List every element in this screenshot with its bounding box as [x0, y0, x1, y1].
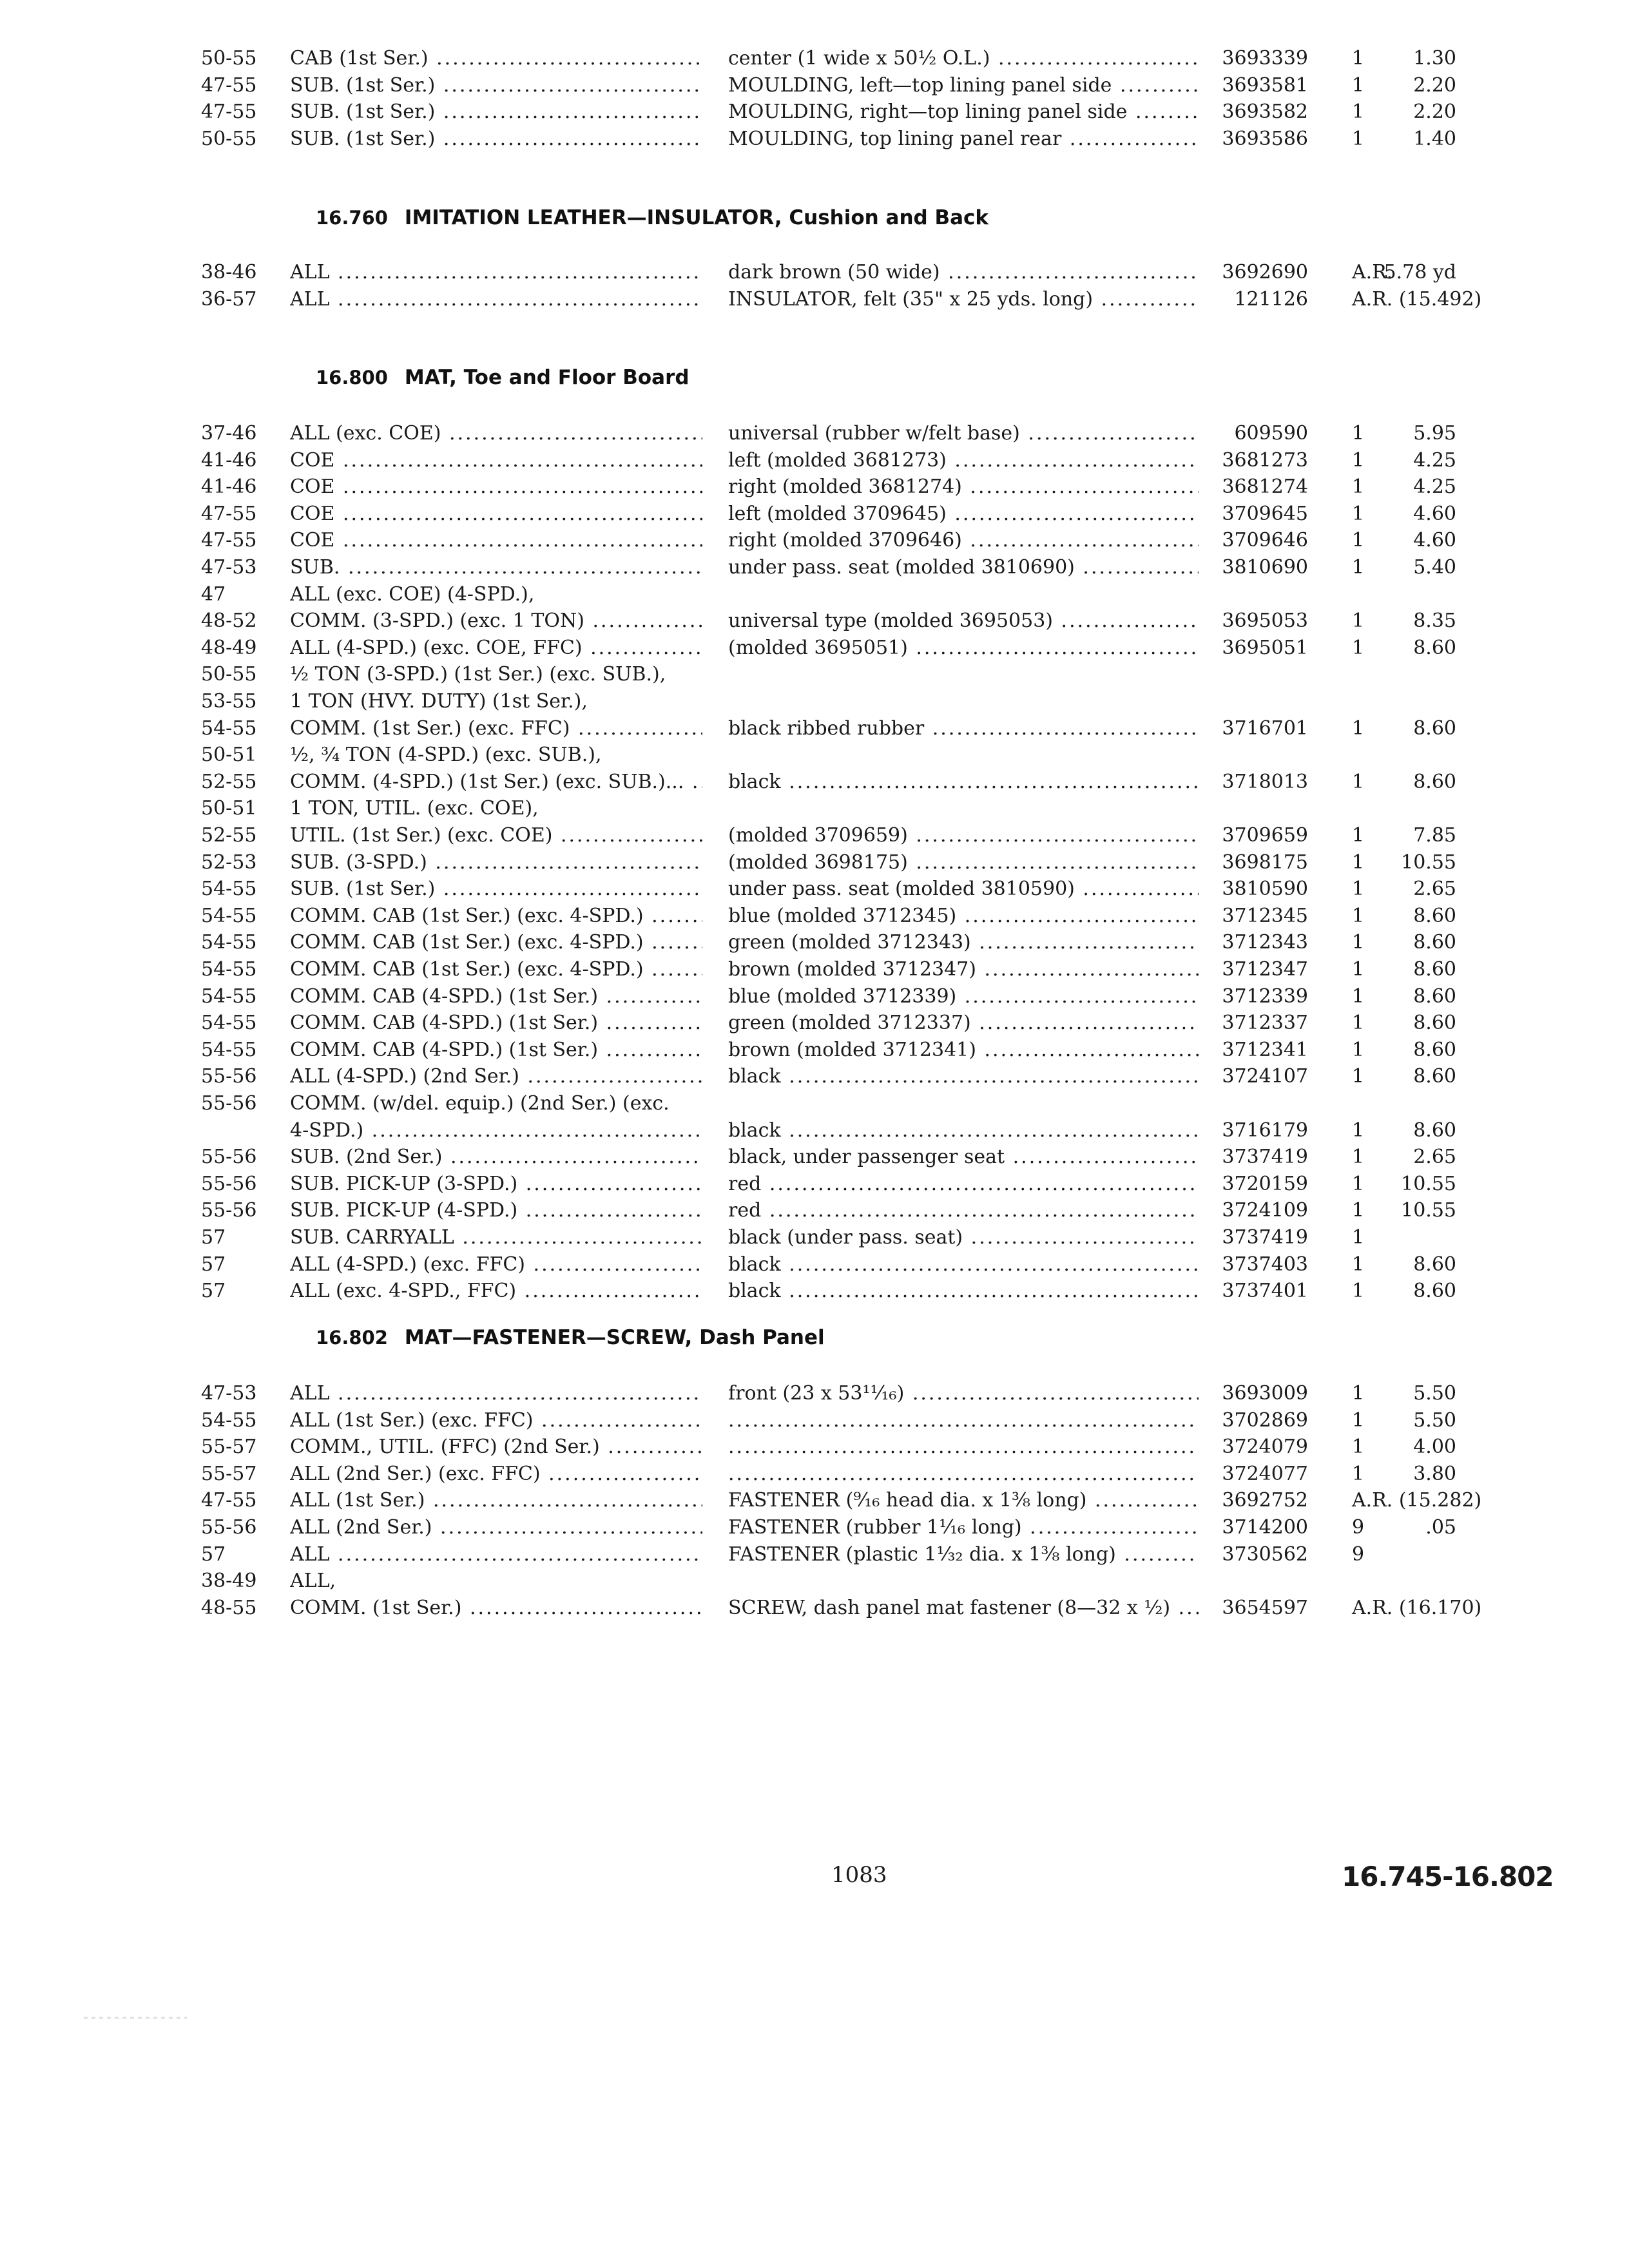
model-applicability: COE ..... [290, 501, 702, 528]
quantity: 1 [1352, 904, 1365, 927]
part-description: black ..... [728, 1278, 1199, 1305]
price: 5.50 [1413, 1408, 1456, 1432]
part-number: 121126 [1234, 287, 1308, 311]
part-number: 3712347 [1222, 958, 1308, 981]
year-range: 50-51 [201, 797, 257, 820]
part-description: FASTENER (⁹⁄₁₆ head dia. x 1⅜ long) ..... [728, 1487, 1199, 1514]
price: 8.60 [1413, 1280, 1456, 1303]
section-number: 16.800 [316, 367, 388, 389]
price: 2.65 [1413, 878, 1456, 901]
quantity: 9 [1352, 1542, 1365, 1566]
quantity: A.R. (15.492) [1352, 287, 1482, 311]
section-title: MAT—FASTENER—SCREW, Dash Panel [404, 1326, 825, 1349]
year-range: 55-57 [201, 1436, 257, 1459]
price: 8.60 [1413, 1012, 1456, 1035]
year-range: 47-55 [201, 529, 257, 552]
price: 2.20 [1413, 73, 1456, 97]
year-range: 38-49 [201, 1570, 257, 1593]
part-number: 3692752 [1222, 1489, 1308, 1512]
year-range: 47-55 [201, 73, 257, 97]
part-description: center (1 wide x 50½ O.L.) ..... [728, 45, 1199, 72]
year-range: 57 [201, 1280, 226, 1303]
price: 8.60 [1413, 1119, 1456, 1142]
model-applicability: UTIL. (1st Ser.) (exc. COE) ..... [290, 822, 702, 849]
model-applicability: COMM. CAB (4-SPD.) (1st Ser.) ..... [290, 983, 702, 1010]
part-number: 3702869 [1222, 1408, 1308, 1432]
part-description: (molded 3698175) ..... [728, 849, 1199, 876]
model-applicability: SUB. (1st Ser.) ..... [290, 126, 702, 153]
part-number: 3810590 [1222, 878, 1308, 901]
year-range: 48-49 [201, 636, 257, 659]
quantity: 1 [1352, 556, 1365, 579]
part-number: 3724079 [1222, 1436, 1308, 1459]
part-description: FASTENER (rubber 1¹⁄₁₆ long) ..... [728, 1514, 1199, 1541]
part-description: universal type (molded 3695053) ..... [728, 608, 1199, 635]
model-applicability: SUB. (1st Ser.) ..... [290, 99, 702, 126]
part-description: brown (molded 3712347) ..... [728, 956, 1199, 983]
quantity: 1 [1352, 1119, 1365, 1142]
part-description: black (under pass. seat) ..... [728, 1224, 1199, 1251]
year-range: 55-56 [201, 1065, 257, 1088]
model-applicability: ALL (exc. COE) ..... [290, 420, 702, 447]
model-applicability: COMM. CAB (1st Ser.) (exc. 4-SPD.) ..... [290, 903, 702, 930]
quantity: A.R. (15.282) [1352, 1489, 1482, 1512]
page-number: 1083 [831, 1862, 887, 1888]
price: 10.55 [1401, 850, 1456, 874]
year-range: 52-55 [201, 824, 257, 847]
quantity: 1 [1352, 958, 1365, 981]
quantity: 1 [1352, 47, 1365, 70]
year-range: 41-46 [201, 476, 257, 499]
part-number: 3709659 [1222, 824, 1308, 847]
model-applicability: SUB. PICK-UP (3-SPD.) ..... [290, 1171, 702, 1198]
part-description: left (molded 3681273) ..... [728, 447, 1199, 474]
model-applicability: ½ TON (3-SPD.) (1st Ser.) (exc. SUB.), [290, 663, 666, 686]
year-range: 54-55 [201, 904, 257, 927]
part-number: 3654597 [1222, 1596, 1308, 1619]
part-number: 3730562 [1222, 1542, 1308, 1566]
quantity: 1 [1352, 850, 1365, 874]
quantity: 1 [1352, 985, 1365, 1008]
part-description: (molded 3695051) ..... [728, 635, 1199, 662]
quantity: 1 [1352, 1012, 1365, 1035]
quantity: 1 [1352, 476, 1365, 499]
part-description: black ..... [728, 1063, 1199, 1090]
year-range: 38-46 [201, 261, 257, 284]
quantity: 1 [1352, 1038, 1365, 1061]
price: 2.20 [1413, 101, 1456, 124]
price: 3.80 [1413, 1462, 1456, 1485]
part-number: 3737419 [1222, 1226, 1308, 1249]
year-range: 52-53 [201, 850, 257, 874]
part-description: right (molded 3709646) ..... [728, 527, 1199, 554]
part-number: 3698175 [1222, 850, 1308, 874]
year-range: 55-56 [201, 1516, 257, 1539]
model-applicability: SUB. ..... [290, 554, 702, 581]
model-applicability: COMM. (1st Ser.) (exc. FFC) ..... [290, 715, 702, 742]
quantity: 1 [1352, 1462, 1365, 1485]
quantity: A.R. [1352, 261, 1393, 284]
price: 8.60 [1413, 985, 1456, 1008]
model-applicability: ALL ..... [290, 286, 702, 313]
section-range: 16.745-16.802 [1342, 1861, 1554, 1892]
quantity: 1 [1352, 1280, 1365, 1303]
quantity: 1 [1352, 824, 1365, 847]
price: 7.85 [1413, 824, 1456, 847]
price: 4.60 [1413, 529, 1456, 552]
year-range: 54-55 [201, 931, 257, 954]
part-number: 3712343 [1222, 931, 1308, 954]
quantity: 1 [1352, 502, 1365, 525]
section-number: 16.760 [316, 207, 388, 229]
part-number: 3724109 [1222, 1199, 1308, 1222]
model-applicability: ALL, [290, 1570, 336, 1593]
price: 8.60 [1413, 904, 1456, 927]
quantity: 1 [1352, 1253, 1365, 1276]
part-description: MOULDING, right—top lining panel side ..... [728, 99, 1199, 126]
section-heading [316, 206, 988, 229]
part-number: 3720159 [1222, 1172, 1308, 1195]
part-description: universal (rubber w/felt base) ..... [728, 420, 1199, 447]
model-applicability: 1 TON, UTIL. (exc. COE), [290, 797, 539, 820]
model-applicability: COMM., UTIL. (FFC) (2nd Ser.) ..... [290, 1434, 702, 1461]
part-description: black ..... [728, 1117, 1199, 1144]
model-applicability: ALL (2nd Ser.) ..... [290, 1514, 702, 1541]
quantity: 1 [1352, 1199, 1365, 1222]
price: 5.95 [1413, 422, 1456, 445]
model-applicability: ALL (exc. 4-SPD., FFC) ..... [290, 1278, 702, 1305]
price: 8.60 [1413, 1038, 1456, 1061]
section-heading [316, 366, 689, 389]
year-range: 50-55 [201, 127, 257, 150]
part-description: red ..... [728, 1197, 1199, 1224]
quantity: 1 [1352, 448, 1365, 472]
model-applicability: SUB. CARRYALL ..... [290, 1224, 702, 1251]
year-range: 57 [201, 1253, 226, 1276]
price: 8.60 [1413, 1065, 1456, 1088]
price: 4.00 [1413, 1436, 1456, 1459]
part-description: SCREW, dash panel mat fastener (8—32 x ½) ..... [728, 1595, 1199, 1622]
quantity: 1 [1352, 73, 1365, 97]
part-number: 3681274 [1222, 476, 1308, 499]
quantity: 1 [1352, 1065, 1365, 1088]
year-range: 50-55 [201, 47, 257, 70]
quantity: A.R. (16.170) [1352, 1596, 1482, 1619]
quantity: 1 [1352, 529, 1365, 552]
part-description: front (23 x 53¹¹⁄₁₆) ..... [728, 1380, 1199, 1407]
year-range: 54-55 [201, 1408, 257, 1432]
part-description: MOULDING, left—top lining panel side ..... [728, 72, 1199, 99]
model-applicability: COMM. CAB (4-SPD.) (1st Ser.) ..... [290, 1010, 702, 1037]
part-number: 3692690 [1222, 261, 1308, 284]
part-number: 3695053 [1222, 610, 1308, 633]
part-number: 3716701 [1222, 716, 1308, 740]
price: 8.35 [1413, 610, 1456, 633]
part-number: 3737419 [1222, 1146, 1308, 1169]
part-number: 3695051 [1222, 636, 1308, 659]
price: 1.40 [1413, 127, 1456, 150]
part-number: 3716179 [1222, 1119, 1308, 1142]
part-description: black ..... [728, 1251, 1199, 1278]
model-applicability: ALL (4-SPD.) (2nd Ser.) ..... [290, 1063, 702, 1090]
quantity: 1 [1352, 1408, 1365, 1432]
part-number: 3693581 [1222, 73, 1308, 97]
part-description: under pass. seat (molded 3810690) ..... [728, 554, 1199, 581]
year-range: 37-46 [201, 422, 257, 445]
quantity: 1 [1352, 101, 1365, 124]
model-applicability: COMM. (w/del. equip.) (2nd Ser.) (exc. [290, 1092, 670, 1115]
price: 8.60 [1413, 636, 1456, 659]
year-range: 55-56 [201, 1146, 257, 1169]
quantity: 1 [1352, 1146, 1365, 1169]
price: 10.55 [1401, 1199, 1456, 1222]
part-number: 3681273 [1222, 448, 1308, 472]
model-applicability: COMM. (1st Ser.) ..... [290, 1595, 702, 1622]
year-range: 47-55 [201, 101, 257, 124]
price: 8.60 [1413, 931, 1456, 954]
quantity: 1 [1352, 1436, 1365, 1459]
model-applicability: COE ..... [290, 474, 702, 501]
model-applicability: ALL (4-SPD.) (exc. FFC) ..... [290, 1251, 702, 1278]
model-applicability: ALL ..... [290, 1541, 702, 1568]
year-range: 55-56 [201, 1092, 257, 1115]
part-description [728, 1407, 1199, 1434]
year-range: 48-52 [201, 610, 257, 633]
part-description: blue (molded 3712339) ..... [728, 983, 1199, 1010]
model-applicability: COMM. CAB (1st Ser.) (exc. 4-SPD.) ..... [290, 956, 702, 983]
year-range: 54-55 [201, 985, 257, 1008]
part-description [728, 1461, 1199, 1488]
model-applicability: ALL (4-SPD.) (exc. COE, FFC) ..... [290, 635, 702, 662]
model-applicability: SUB. (3-SPD.) ..... [290, 849, 702, 876]
year-range: 47-55 [201, 502, 257, 525]
model-applicability: SUB. (1st Ser.) ..... [290, 876, 702, 903]
quantity: 9 [1352, 1516, 1365, 1539]
part-description: brown (molded 3712341) ..... [728, 1037, 1199, 1064]
model-applicability: COE ..... [290, 447, 702, 474]
part-number: 3693582 [1222, 101, 1308, 124]
part-number: 3718013 [1222, 770, 1308, 793]
year-range: 54-55 [201, 1012, 257, 1035]
quantity: 1 [1352, 1226, 1365, 1249]
year-range: 36-57 [201, 287, 257, 311]
year-range: 50-51 [201, 744, 257, 767]
part-description: INSULATOR, felt (35" x 25 yds. long) ..... [728, 286, 1199, 313]
part-number: 3737403 [1222, 1253, 1308, 1276]
price: 2.65 [1413, 1146, 1456, 1169]
section-title: MAT, Toe and Floor Board [404, 366, 689, 389]
part-number: 3724107 [1222, 1065, 1308, 1088]
part-number: 3693009 [1222, 1382, 1308, 1405]
price: 10.55 [1401, 1172, 1456, 1195]
part-description: left (molded 3709645) ..... [728, 501, 1199, 528]
section-number: 16.802 [316, 1327, 388, 1349]
part-number: 3712345 [1222, 904, 1308, 927]
price: 8.60 [1413, 1253, 1456, 1276]
model-applicability: COMM. CAB (1st Ser.) (exc. 4-SPD.) ..... [290, 929, 702, 956]
price: 5.50 [1413, 1382, 1456, 1405]
model-applicability: ALL (exc. COE) (4-SPD.), [290, 582, 535, 606]
part-description: black ribbed rubber ..... [728, 715, 1199, 742]
year-range: 48-55 [201, 1596, 257, 1619]
part-number: 3714200 [1222, 1516, 1308, 1539]
year-range: 54-55 [201, 878, 257, 901]
section-heading [316, 1326, 825, 1349]
quantity: 1 [1352, 636, 1365, 659]
model-applicability: COMM. (4-SPD.) (1st Ser.) (exc. SUB.)... ..... [290, 769, 702, 796]
part-description: dark brown (50 wide) ..... [728, 259, 1199, 286]
part-number: 3810690 [1222, 556, 1308, 579]
year-range: 55-57 [201, 1462, 257, 1485]
price: .05 [1425, 1516, 1456, 1539]
model-applicability: ALL (1st Ser.) ..... [290, 1487, 702, 1514]
model-applicability: ½, ¾ TON (4-SPD.) (exc. SUB.), [290, 744, 602, 767]
price: 4.25 [1413, 476, 1456, 499]
model-applicability: CAB (1st Ser.) ..... [290, 45, 702, 72]
quantity: 1 [1352, 610, 1365, 633]
year-range: 53-55 [201, 690, 257, 713]
quantity: 1 [1352, 931, 1365, 954]
model-applicability: 4-SPD.) ..... [290, 1117, 702, 1144]
model-applicability: ALL (2nd Ser.) (exc. FFC) ..... [290, 1461, 702, 1488]
year-range: 47-55 [201, 1489, 257, 1512]
model-applicability: COE ..... [290, 527, 702, 554]
year-range: 47 [201, 582, 226, 606]
price: 8.60 [1413, 958, 1456, 981]
quantity: 1 [1352, 127, 1365, 150]
price: 5.40 [1413, 556, 1456, 579]
part-number: 609590 [1234, 422, 1308, 445]
part-number: 3712337 [1222, 1012, 1308, 1035]
price: 5.78 yd [1383, 261, 1456, 284]
quantity: 1 [1352, 1382, 1365, 1405]
quantity: 1 [1352, 878, 1365, 901]
part-description: blue (molded 3712345) ..... [728, 903, 1199, 930]
quantity: 1 [1352, 1172, 1365, 1195]
part-description: red ..... [728, 1171, 1199, 1198]
year-range: 57 [201, 1226, 226, 1249]
part-number: 3693586 [1222, 127, 1308, 150]
quantity: 1 [1352, 716, 1365, 740]
part-description: black, under passenger seat ..... [728, 1144, 1199, 1171]
part-description: FASTENER (plastic 1¹⁄₃₂ dia. x 1⅜ long) ..... [728, 1541, 1199, 1568]
part-number: 3712339 [1222, 985, 1308, 1008]
year-range: 55-56 [201, 1199, 257, 1222]
price: 8.60 [1413, 770, 1456, 793]
price: 8.60 [1413, 716, 1456, 740]
year-range: 54-55 [201, 716, 257, 740]
part-number: 3693339 [1222, 47, 1308, 70]
model-applicability: SUB. PICK-UP (4-SPD.) ..... [290, 1197, 702, 1224]
year-range: 55-56 [201, 1172, 257, 1195]
price: 4.60 [1413, 502, 1456, 525]
part-description [728, 1434, 1199, 1461]
year-range: 54-55 [201, 1038, 257, 1061]
part-description: black ..... [728, 769, 1199, 796]
part-number: 3709645 [1222, 502, 1308, 525]
part-description: MOULDING, top lining panel rear ..... [728, 126, 1199, 153]
quantity: 1 [1352, 422, 1365, 445]
part-description: right (molded 3681274) ..... [728, 474, 1199, 501]
part-description: (molded 3709659) ..... [728, 822, 1199, 849]
part-number: 3737401 [1222, 1280, 1308, 1303]
scan-artifact [84, 2017, 187, 2019]
part-number: 3712341 [1222, 1038, 1308, 1061]
price: 4.25 [1413, 448, 1456, 472]
part-number: 3724077 [1222, 1462, 1308, 1485]
year-range: 47-53 [201, 556, 257, 579]
year-range: 57 [201, 1542, 226, 1566]
model-applicability: SUB. (2nd Ser.) ..... [290, 1144, 702, 1171]
part-description: green (molded 3712337) ..... [728, 1010, 1199, 1037]
year-range: 50-55 [201, 663, 257, 686]
section-title: IMITATION LEATHER—INSULATOR, Cushion and Back [404, 206, 989, 229]
price: 1.30 [1413, 47, 1456, 70]
model-applicability: ALL ..... [290, 259, 702, 286]
part-description: green (molded 3712343) ..... [728, 929, 1199, 956]
model-applicability: ALL ..... [290, 1380, 702, 1407]
model-applicability: SUB. (1st Ser.) ..... [290, 72, 702, 99]
year-range: 47-53 [201, 1382, 257, 1405]
model-applicability: 1 TON (HVY. DUTY) (1st Ser.), [290, 690, 588, 713]
model-applicability: COMM. CAB (4-SPD.) (1st Ser.) ..... [290, 1037, 702, 1064]
year-range: 52-55 [201, 770, 257, 793]
model-applicability: COMM. (3-SPD.) (exc. 1 TON) ..... [290, 608, 702, 635]
part-number: 3709646 [1222, 529, 1308, 552]
year-range: 41-46 [201, 448, 257, 472]
year-range: 54-55 [201, 958, 257, 981]
part-description: under pass. seat (molded 3810590) ..... [728, 876, 1199, 903]
quantity: 1 [1352, 770, 1365, 793]
model-applicability: ALL (1st Ser.) (exc. FFC) ..... [290, 1407, 702, 1434]
